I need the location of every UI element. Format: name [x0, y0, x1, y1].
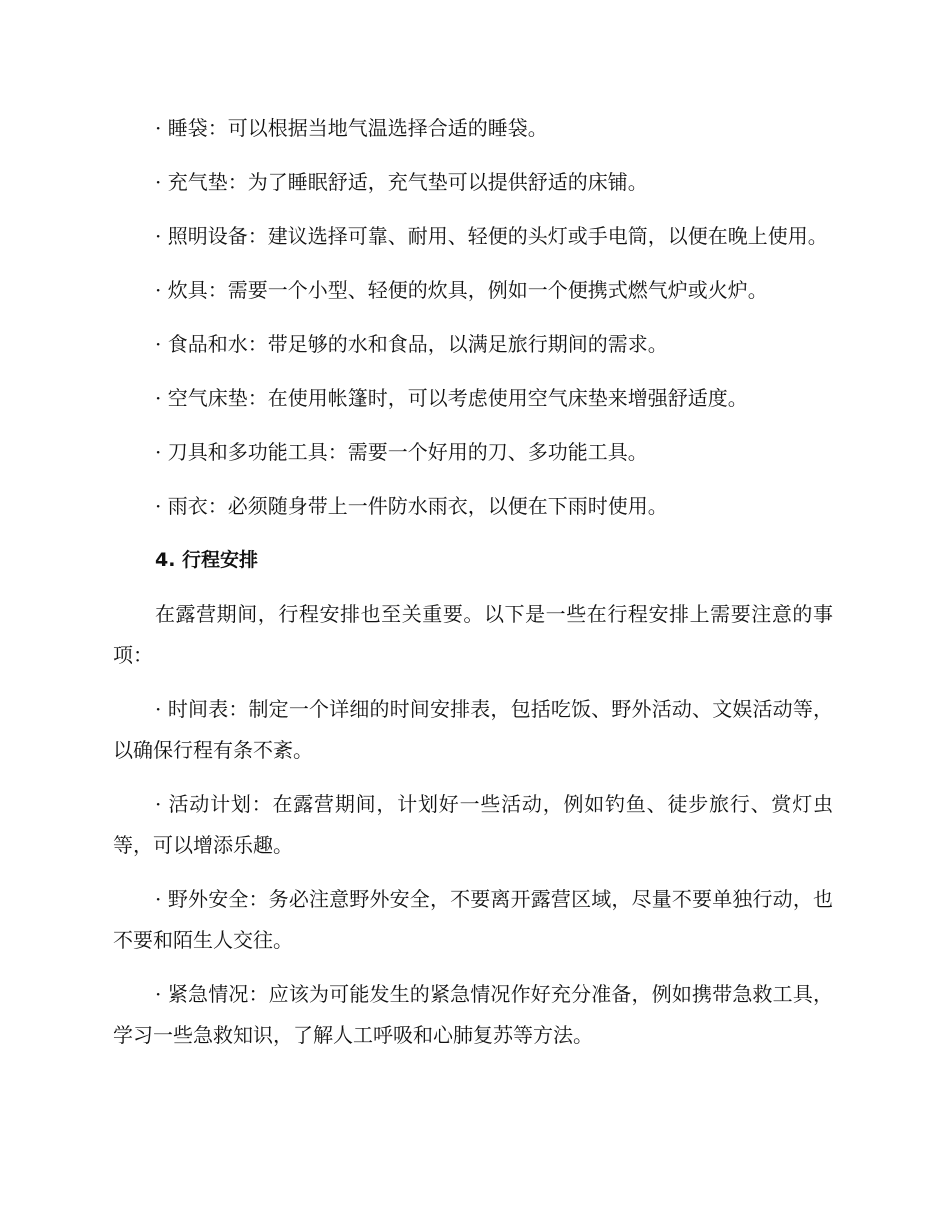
section-intro: 在露营期间，行程安排也至关重要。以下是一些在行程安排上需要注意的事项： [113, 602, 833, 667]
list-item-lighting: · 照明设备：建议选择可靠、耐用、轻便的头灯或手电筒，以便在晚上使用。 [155, 224, 828, 248]
list-item-emergency: · 紧急情况：应该为可能发生的紧急情况作好充分准备，例如携带急救工具，学习一些急救知识，了解人工呼吸和心肺复苏等方法。 [113, 982, 833, 1047]
list-item-air-mattress: · 空气床垫：在使用帐篷时，可以考虑使用空气床垫来增强舒适度。 [155, 386, 748, 410]
list-item-raincoat: · 雨衣：必须随身带上一件防水雨衣，以便在下雨时使用。 [155, 494, 668, 518]
list-item-schedule: · 时间表：制定一个详细的时间安排表，包括吃饭、野外活动、文娱活动等，以确保行程有条不紊。 [113, 697, 833, 762]
list-item-sleeping-bag: · 睡袋：可以根据当地气温选择合适的睡袋。 [155, 116, 548, 140]
document-body [113, 108, 833, 1069]
list-item-cookware: · 炊具：需要一个小型、轻便的炊具，例如一个便携式燃气炉或火炉。 [155, 278, 768, 302]
list-item-activity-plan: · 活动计划：在露营期间，计划好一些活动，例如钓鱼、徒步旅行、赏灯虫等，可以增添乐趣。 [113, 792, 833, 857]
section-heading: 4. 行程安排 [155, 549, 259, 571]
list-item-inflatable-pad: · 充气垫：为了睡眠舒适，充气垫可以提供舒适的床铺。 [155, 170, 648, 194]
list-item-food-water: · 食品和水：带足够的水和食品，以满足旅行期间的需求。 [155, 332, 668, 356]
list-item-outdoor-safety: · 野外安全：务必注意野外安全，不要离开露营区域，尽量不要单独行动，也不要和陌生人交往。 [113, 887, 833, 952]
list-item-knife-tools: · 刀具和多功能工具：需要一个好用的刀、多功能工具。 [155, 440, 648, 464]
